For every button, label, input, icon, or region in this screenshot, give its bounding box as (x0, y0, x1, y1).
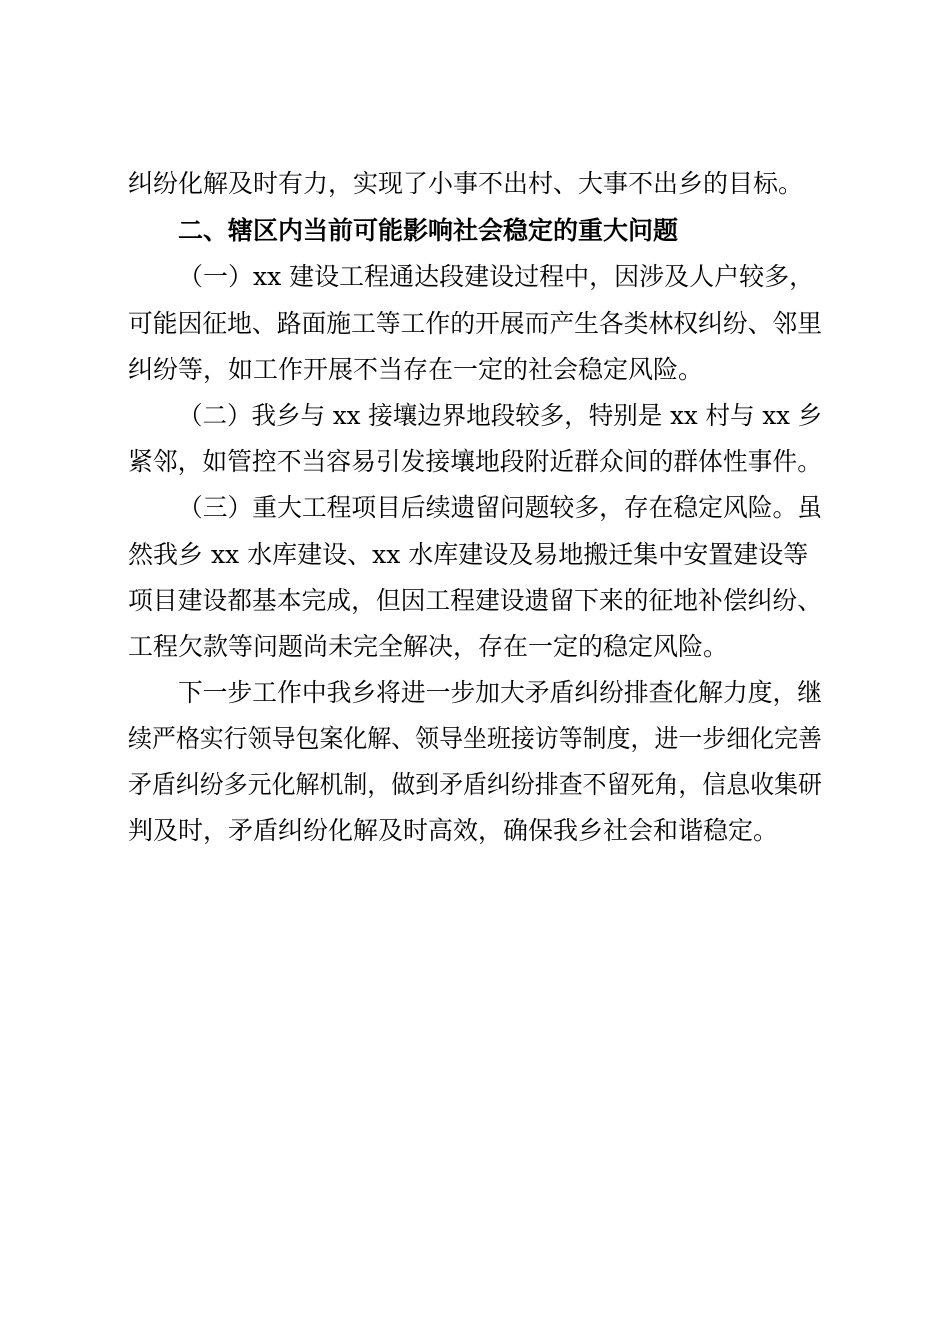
paragraph-line: 项目建设都基本完成，但因工程建设遗留下来的征地补偿纠纷、 (128, 586, 822, 615)
paragraph-line: 纠纷化解及时有力，实现了小事不出村、大事不出乡的目标。 (128, 169, 804, 198)
paragraph-line: 判及时，矛盾纠纷化解及时高效，确保我乡社会和谐稳定。 (128, 816, 779, 845)
paragraph-line: 纠纷等，如工作开展不当存在一定的社会稳定风险。 (128, 355, 704, 384)
paragraph-line: （二）我乡与 xx 接壤边界地段较多，特别是 xx 村与 xx 乡 (178, 401, 823, 430)
paragraph-line: 下一步工作中我乡将进一步加大矛盾纠纷排查化解力度，继 (178, 678, 823, 707)
paragraph-line: 然我乡 xx 水库建设、xx 水库建设及易地搬迁集中安置建设等 (128, 540, 809, 569)
paragraph-line: 紧邻，如管控不当容易引发接壤地段附近群众间的群体性事件。 (128, 447, 822, 476)
paragraph-line: 矛盾纠纷多元化解机制，做到矛盾纠纷排查不留死角，信息收集研 (128, 770, 822, 799)
paragraph-line: 可能因征地、路面施工等工作的开展而产生各类林权纠纷、邻里 (128, 309, 822, 338)
paragraph-line: （一）xx 建设工程通达段建设过程中，因涉及人户较多， (178, 262, 815, 291)
paragraph-line: （三）重大工程项目后续遗留问题较多，存在稳定风险。虽 (178, 493, 823, 522)
paragraph-line: 续严格实行领导包案化解、领导坐班接访等制度，进一步细化完善 (128, 724, 822, 753)
paragraph-line: 工程欠款等问题尚未完全解决，存在一定的稳定风险。 (128, 632, 729, 661)
section-heading: 二、辖区内当前可能影响社会稳定的重大问题 (178, 216, 679, 245)
